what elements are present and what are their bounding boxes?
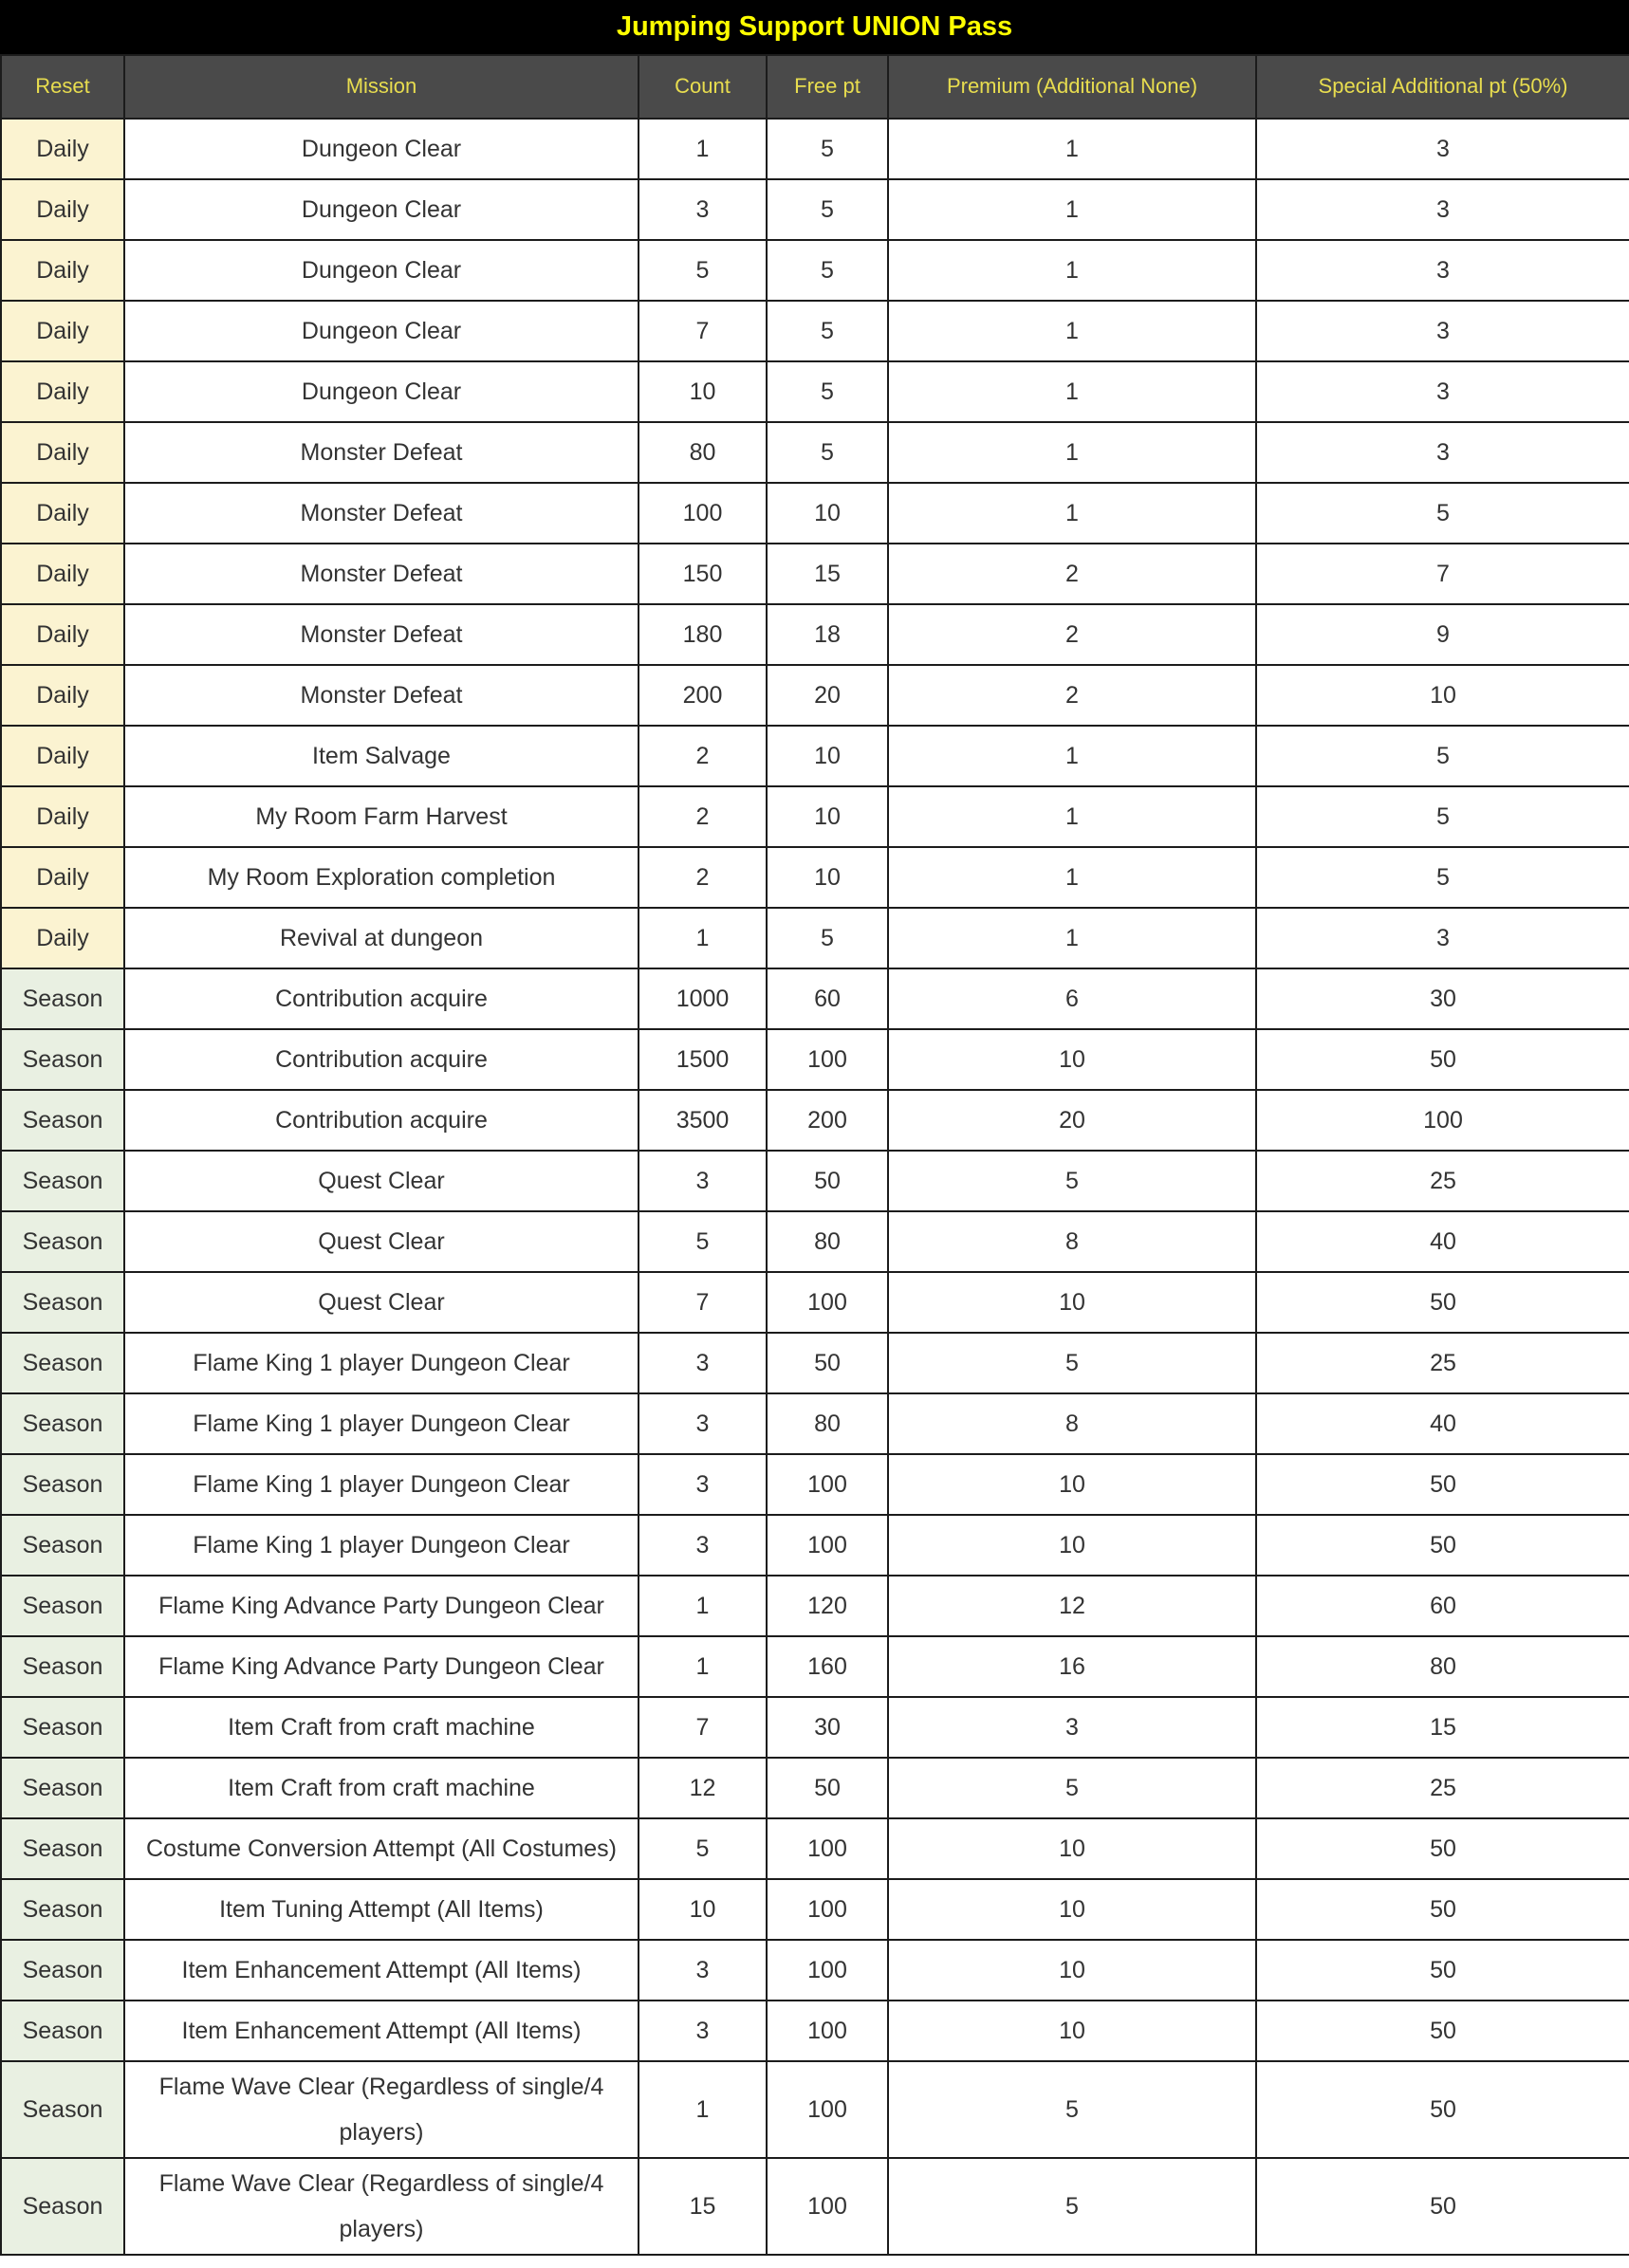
cell-free-pt: 120 <box>767 1576 888 1636</box>
table-row <box>1 119 1629 179</box>
cell-special: 100 <box>1256 1090 1629 1151</box>
cell-special: 5 <box>1256 847 1629 908</box>
cell-special: 3 <box>1256 361 1629 422</box>
table-row <box>1 1818 1629 1879</box>
cell-count: 150 <box>639 544 767 604</box>
cell-reset: Daily <box>1 908 124 968</box>
cell-mission: Contribution acquire <box>124 1090 639 1151</box>
cell-special: 25 <box>1256 1151 1629 1211</box>
cell-reset: Season <box>1 1576 124 1636</box>
cell-special: 80 <box>1256 1636 1629 1697</box>
cell-reset: Season <box>1 1151 124 1211</box>
cell-premium: 5 <box>888 2061 1256 2158</box>
cell-premium: 8 <box>888 1393 1256 1454</box>
cell-free-pt: 100 <box>767 1029 888 1090</box>
cell-reset: Season <box>1 968 124 1029</box>
cell-count: 15 <box>639 2158 767 2255</box>
cell-free-pt: 100 <box>767 1272 888 1333</box>
col-header-special: Special Additional pt (50%) <box>1256 55 1629 119</box>
cell-reset: Season <box>1 1272 124 1333</box>
cell-reset: Season <box>1 1090 124 1151</box>
table-row <box>1 1515 1629 1576</box>
table-row <box>1 1576 1629 1636</box>
cell-reset: Season <box>1 2001 124 2061</box>
cell-reset: Daily <box>1 726 124 786</box>
cell-free-pt: 5 <box>767 422 888 483</box>
cell-free-pt: 5 <box>767 908 888 968</box>
table-row <box>1 422 1629 483</box>
table-row <box>1 1697 1629 1758</box>
cell-premium: 1 <box>888 908 1256 968</box>
col-header-reset: Reset <box>1 55 124 119</box>
cell-special: 3 <box>1256 119 1629 179</box>
cell-special: 3 <box>1256 240 1629 301</box>
cell-reset: Daily <box>1 483 124 544</box>
cell-reset: Daily <box>1 179 124 240</box>
cell-special: 5 <box>1256 786 1629 847</box>
table-row <box>1 908 1629 968</box>
cell-count: 3 <box>639 179 767 240</box>
table-row <box>1 1758 1629 1818</box>
cell-reset: Season <box>1 2061 124 2158</box>
cell-mission: Flame King Advance Party Dungeon Clear <box>124 1576 639 1636</box>
cell-reset: Season <box>1 2158 124 2255</box>
cell-free-pt: 5 <box>767 361 888 422</box>
cell-reset: Season <box>1 1333 124 1393</box>
cell-free-pt: 30 <box>767 1697 888 1758</box>
cell-count: 1 <box>639 908 767 968</box>
cell-mission: Monster Defeat <box>124 544 639 604</box>
cell-mission: Contribution acquire <box>124 1029 639 1090</box>
cell-mission: Item Tuning Attempt (All Items) <box>124 1879 639 1940</box>
cell-mission: Costume Conversion Attempt (All Costumes) <box>124 1818 639 1879</box>
cell-count: 3 <box>639 2001 767 2061</box>
cell-count: 3 <box>639 1393 767 1454</box>
cell-count: 10 <box>639 361 767 422</box>
cell-reset: Season <box>1 1393 124 1454</box>
cell-special: 15 <box>1256 1697 1629 1758</box>
cell-count: 3 <box>639 1454 767 1515</box>
cell-special: 60 <box>1256 1576 1629 1636</box>
cell-mission: Revival at dungeon <box>124 908 639 968</box>
cell-mission: Item Enhancement Attempt (All Items) <box>124 2001 639 2061</box>
cell-special: 3 <box>1256 179 1629 240</box>
cell-count: 2 <box>639 786 767 847</box>
cell-special: 7 <box>1256 544 1629 604</box>
cell-free-pt: 10 <box>767 726 888 786</box>
cell-premium: 5 <box>888 2158 1256 2255</box>
table-row <box>1 665 1629 726</box>
cell-reset: Season <box>1 1636 124 1697</box>
cell-reset: Daily <box>1 786 124 847</box>
cell-free-pt: 80 <box>767 1211 888 1272</box>
table-row <box>1 1333 1629 1393</box>
table-row <box>1 1879 1629 1940</box>
cell-count: 1 <box>639 2061 767 2158</box>
cell-free-pt: 100 <box>767 1940 888 2001</box>
col-header-premium: Premium (Additional None) <box>888 55 1256 119</box>
cell-premium: 1 <box>888 786 1256 847</box>
cell-special: 9 <box>1256 604 1629 665</box>
cell-premium: 10 <box>888 1515 1256 1576</box>
table-row <box>1 2001 1629 2061</box>
cell-count: 180 <box>639 604 767 665</box>
cell-free-pt: 5 <box>767 240 888 301</box>
cell-mission: My Room Exploration completion <box>124 847 639 908</box>
cell-mission: Dungeon Clear <box>124 240 639 301</box>
cell-special: 50 <box>1256 1879 1629 1940</box>
table-row <box>1 544 1629 604</box>
table-row <box>1 1454 1629 1515</box>
cell-premium: 2 <box>888 544 1256 604</box>
table-row <box>1 786 1629 847</box>
col-header-count: Count <box>639 55 767 119</box>
cell-mission: Flame King 1 player Dungeon Clear <box>124 1333 639 1393</box>
cell-free-pt: 18 <box>767 604 888 665</box>
cell-special: 50 <box>1256 2001 1629 2061</box>
cell-free-pt: 10 <box>767 483 888 544</box>
cell-reset: Season <box>1 1879 124 1940</box>
cell-reset: Daily <box>1 847 124 908</box>
cell-special: 3 <box>1256 301 1629 361</box>
cell-premium: 1 <box>888 483 1256 544</box>
cell-free-pt: 100 <box>767 1879 888 1940</box>
cell-premium: 12 <box>888 1576 1256 1636</box>
table-row <box>1 1090 1629 1151</box>
cell-reset: Daily <box>1 422 124 483</box>
table-row <box>1 2158 1629 2255</box>
cell-free-pt: 20 <box>767 665 888 726</box>
cell-premium: 1 <box>888 847 1256 908</box>
table-row <box>1 2061 1629 2158</box>
cell-special: 50 <box>1256 1272 1629 1333</box>
cell-premium: 5 <box>888 1151 1256 1211</box>
table-row <box>1 604 1629 665</box>
cell-special: 50 <box>1256 2061 1629 2158</box>
table-row <box>1 240 1629 301</box>
missions-table <box>0 54 1629 2256</box>
cell-free-pt: 100 <box>767 2001 888 2061</box>
cell-count: 3 <box>639 1940 767 2001</box>
cell-count: 1 <box>639 119 767 179</box>
cell-free-pt: 100 <box>767 1818 888 1879</box>
cell-reset: Daily <box>1 119 124 179</box>
cell-reset: Daily <box>1 301 124 361</box>
cell-premium: 10 <box>888 1029 1256 1090</box>
cell-premium: 1 <box>888 179 1256 240</box>
cell-reset: Season <box>1 1454 124 1515</box>
cell-premium: 8 <box>888 1211 1256 1272</box>
cell-mission: Flame King 1 player Dungeon Clear <box>124 1454 639 1515</box>
cell-mission: Item Craft from craft machine <box>124 1758 639 1818</box>
cell-reset: Season <box>1 1029 124 1090</box>
cell-count: 80 <box>639 422 767 483</box>
cell-mission: Dungeon Clear <box>124 119 639 179</box>
cell-count: 5 <box>639 1211 767 1272</box>
cell-mission: Monster Defeat <box>124 604 639 665</box>
cell-mission: Flame Wave Clear (Regardless of single/4 players) <box>124 2158 639 2255</box>
cell-count: 12 <box>639 1758 767 1818</box>
cell-count: 7 <box>639 301 767 361</box>
cell-reset: Daily <box>1 240 124 301</box>
table-row <box>1 726 1629 786</box>
cell-reset: Daily <box>1 665 124 726</box>
cell-count: 2 <box>639 726 767 786</box>
cell-premium: 1 <box>888 726 1256 786</box>
table-row <box>1 1211 1629 1272</box>
table-row <box>1 179 1629 240</box>
cell-count: 1000 <box>639 968 767 1029</box>
cell-free-pt: 10 <box>767 786 888 847</box>
table-body <box>1 119 1629 2255</box>
cell-free-pt: 50 <box>767 1758 888 1818</box>
cell-mission: Monster Defeat <box>124 422 639 483</box>
table-row <box>1 1151 1629 1211</box>
cell-special: 10 <box>1256 665 1629 726</box>
cell-count: 3500 <box>639 1090 767 1151</box>
cell-premium: 6 <box>888 968 1256 1029</box>
cell-count: 10 <box>639 1879 767 1940</box>
cell-reset: Daily <box>1 604 124 665</box>
table-title: Jumping Support UNION Pass <box>0 0 1629 54</box>
cell-free-pt: 5 <box>767 301 888 361</box>
cell-premium: 10 <box>888 1818 1256 1879</box>
cell-special: 50 <box>1256 1940 1629 2001</box>
cell-reset: Season <box>1 1515 124 1576</box>
cell-mission: Flame King Advance Party Dungeon Clear <box>124 1636 639 1697</box>
cell-count: 2 <box>639 847 767 908</box>
cell-special: 30 <box>1256 968 1629 1029</box>
cell-count: 3 <box>639 1515 767 1576</box>
cell-mission: Monster Defeat <box>124 483 639 544</box>
cell-reset: Daily <box>1 361 124 422</box>
cell-premium: 2 <box>888 604 1256 665</box>
cell-mission: Dungeon Clear <box>124 179 639 240</box>
cell-mission: Contribution acquire <box>124 968 639 1029</box>
cell-free-pt: 50 <box>767 1333 888 1393</box>
cell-mission: Quest Clear <box>124 1151 639 1211</box>
cell-mission: Monster Defeat <box>124 665 639 726</box>
cell-premium: 1 <box>888 422 1256 483</box>
cell-special: 3 <box>1256 908 1629 968</box>
cell-mission: Flame Wave Clear (Regardless of single/4 players) <box>124 2061 639 2158</box>
cell-special: 5 <box>1256 726 1629 786</box>
cell-mission: My Room Farm Harvest <box>124 786 639 847</box>
cell-count: 7 <box>639 1272 767 1333</box>
cell-special: 25 <box>1256 1758 1629 1818</box>
cell-mission: Item Enhancement Attempt (All Items) <box>124 1940 639 2001</box>
cell-free-pt: 100 <box>767 1515 888 1576</box>
cell-premium: 3 <box>888 1697 1256 1758</box>
cell-special: 50 <box>1256 2158 1629 2255</box>
cell-premium: 20 <box>888 1090 1256 1151</box>
cell-reset: Season <box>1 1940 124 2001</box>
col-header-free-pt: Free pt <box>767 55 888 119</box>
cell-special: 50 <box>1256 1515 1629 1576</box>
cell-free-pt: 200 <box>767 1090 888 1151</box>
table-row <box>1 1393 1629 1454</box>
cell-free-pt: 60 <box>767 968 888 1029</box>
header-row <box>1 55 1629 119</box>
cell-mission: Dungeon Clear <box>124 361 639 422</box>
cell-premium: 10 <box>888 1272 1256 1333</box>
cell-count: 1500 <box>639 1029 767 1090</box>
cell-reset: Season <box>1 1818 124 1879</box>
cell-special: 40 <box>1256 1393 1629 1454</box>
cell-premium: 2 <box>888 665 1256 726</box>
cell-special: 25 <box>1256 1333 1629 1393</box>
cell-special: 5 <box>1256 483 1629 544</box>
cell-free-pt: 100 <box>767 2061 888 2158</box>
table-row <box>1 483 1629 544</box>
cell-free-pt: 5 <box>767 119 888 179</box>
cell-special: 40 <box>1256 1211 1629 1272</box>
cell-mission: Quest Clear <box>124 1272 639 1333</box>
table-row <box>1 361 1629 422</box>
cell-mission: Quest Clear <box>124 1211 639 1272</box>
table-row <box>1 1029 1629 1090</box>
table-row <box>1 301 1629 361</box>
cell-mission: Item Craft from craft machine <box>124 1697 639 1758</box>
cell-special: 50 <box>1256 1454 1629 1515</box>
cell-mission: Flame King 1 player Dungeon Clear <box>124 1393 639 1454</box>
cell-free-pt: 100 <box>767 2158 888 2255</box>
cell-premium: 1 <box>888 301 1256 361</box>
table-row <box>1 1272 1629 1333</box>
cell-free-pt: 100 <box>767 1454 888 1515</box>
cell-count: 100 <box>639 483 767 544</box>
cell-premium: 5 <box>888 1758 1256 1818</box>
cell-count: 200 <box>639 665 767 726</box>
table-row <box>1 1940 1629 2001</box>
cell-count: 3 <box>639 1151 767 1211</box>
cell-free-pt: 5 <box>767 179 888 240</box>
cell-premium: 10 <box>888 1454 1256 1515</box>
cell-mission: Dungeon Clear <box>124 301 639 361</box>
table-row <box>1 847 1629 908</box>
cell-reset: Daily <box>1 544 124 604</box>
cell-free-pt: 80 <box>767 1393 888 1454</box>
cell-premium: 10 <box>888 1940 1256 2001</box>
cell-mission: Flame King 1 player Dungeon Clear <box>124 1515 639 1576</box>
cell-premium: 1 <box>888 240 1256 301</box>
cell-premium: 1 <box>888 119 1256 179</box>
cell-free-pt: 160 <box>767 1636 888 1697</box>
cell-reset: Season <box>1 1758 124 1818</box>
cell-count: 5 <box>639 240 767 301</box>
cell-count: 7 <box>639 1697 767 1758</box>
cell-count: 3 <box>639 1333 767 1393</box>
cell-premium: 5 <box>888 1333 1256 1393</box>
cell-premium: 10 <box>888 1879 1256 1940</box>
cell-free-pt: 15 <box>767 544 888 604</box>
cell-special: 50 <box>1256 1029 1629 1090</box>
cell-premium: 10 <box>888 2001 1256 2061</box>
cell-count: 1 <box>639 1636 767 1697</box>
cell-special: 50 <box>1256 1818 1629 1879</box>
cell-premium: 1 <box>888 361 1256 422</box>
cell-count: 1 <box>639 1576 767 1636</box>
cell-reset: Season <box>1 1697 124 1758</box>
cell-premium: 16 <box>888 1636 1256 1697</box>
cell-free-pt: 10 <box>767 847 888 908</box>
table-row <box>1 1636 1629 1697</box>
col-header-mission: Mission <box>124 55 639 119</box>
cell-special: 3 <box>1256 422 1629 483</box>
cell-free-pt: 50 <box>767 1151 888 1211</box>
cell-reset: Season <box>1 1211 124 1272</box>
cell-mission: Item Salvage <box>124 726 639 786</box>
table-row <box>1 968 1629 1029</box>
cell-count: 5 <box>639 1818 767 1879</box>
